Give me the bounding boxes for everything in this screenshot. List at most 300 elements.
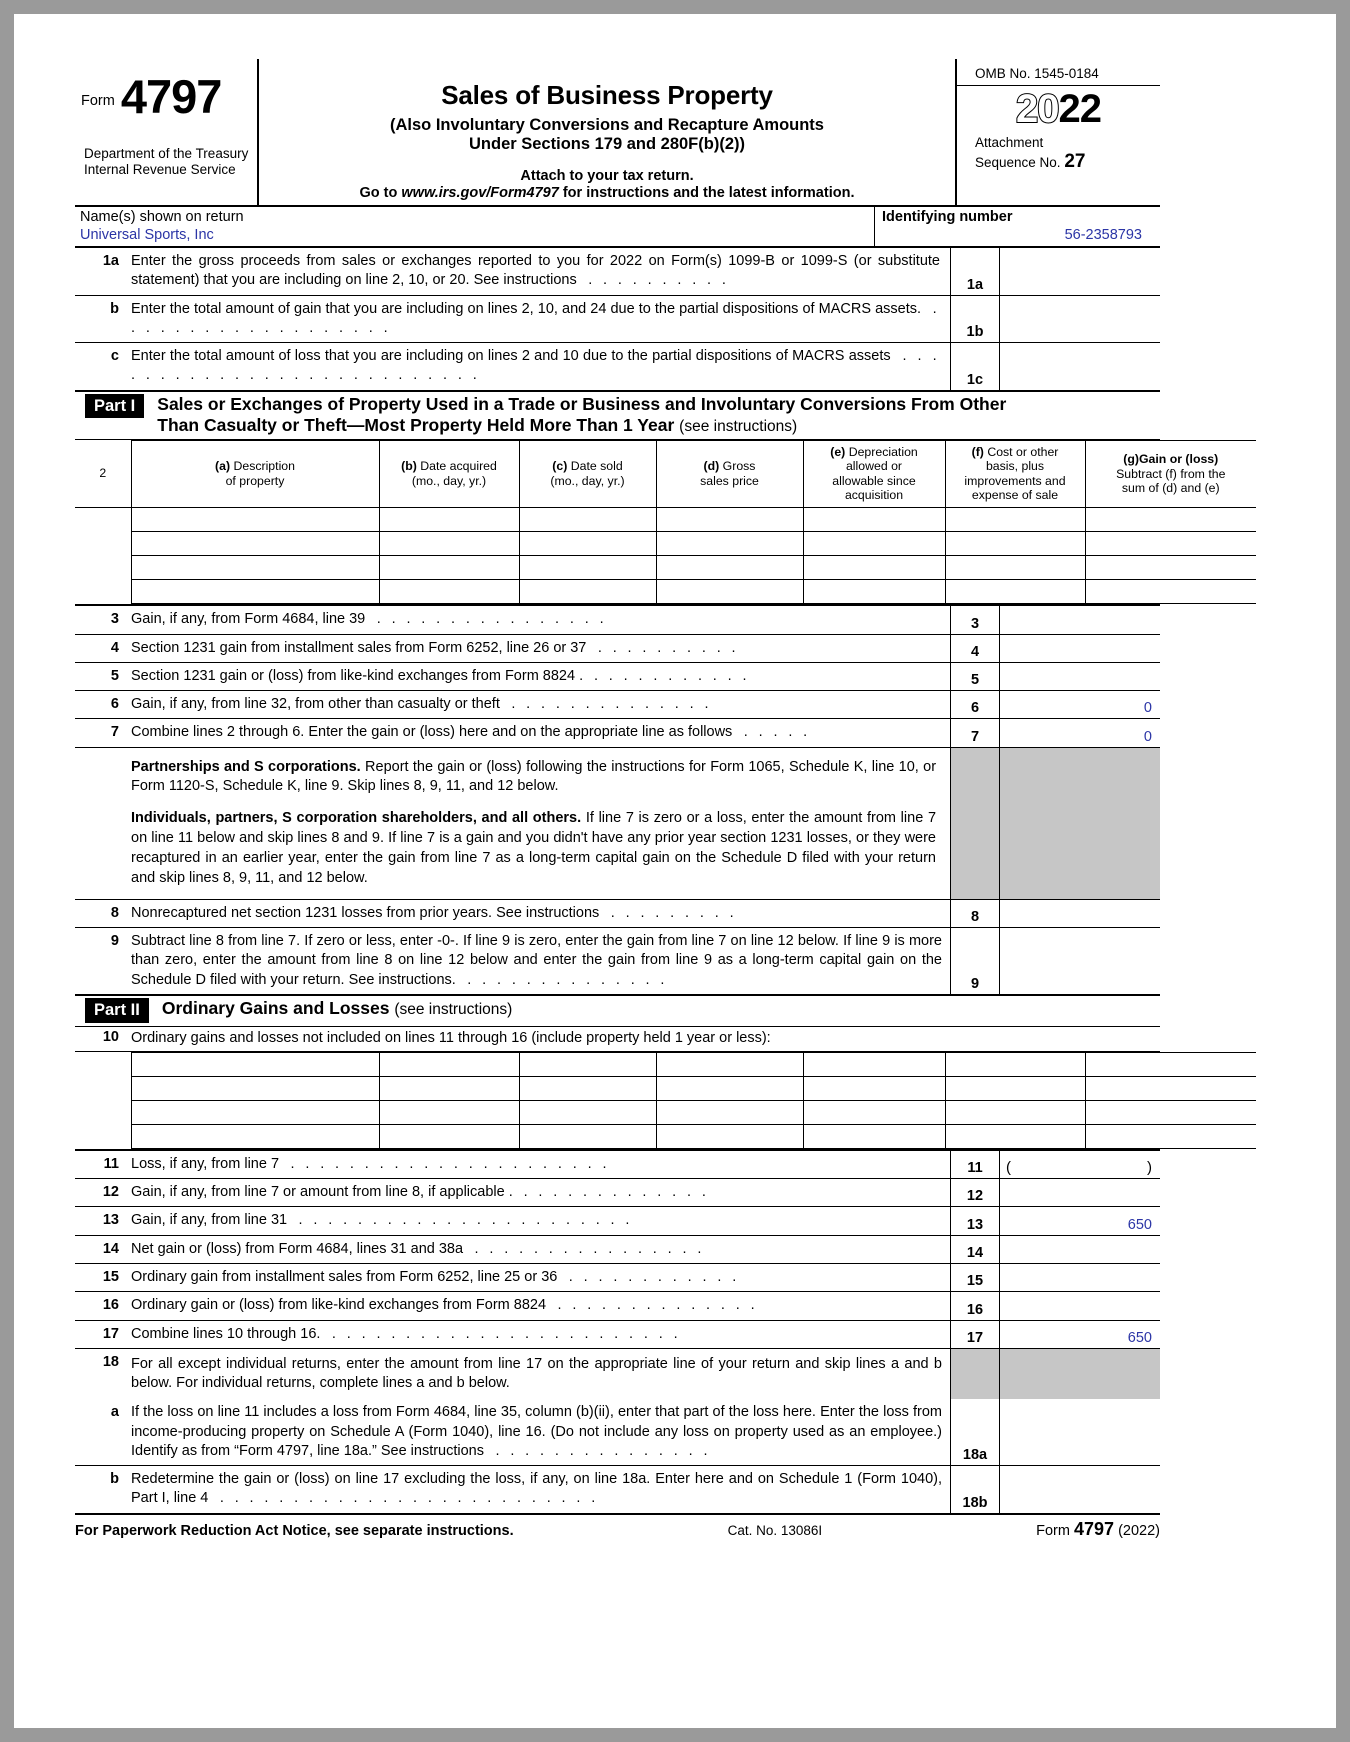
- line-7-amount[interactable]: 0: [1143, 728, 1152, 745]
- line-3-label: Gain, if any, from Form 4684, line 39: [131, 611, 366, 628]
- line-1c-leader: . . . . . . . . . . . . . . . . . . . . . . . . . . .: [131, 348, 941, 384]
- cell-a[interactable]: [131, 1076, 379, 1100]
- line-1b-box-number: 1b: [950, 296, 1000, 343]
- form-footer: [75, 1513, 1160, 1540]
- line-14-label: Net gain or (loss) from Form 4684, lines 31 and 38a: [131, 1240, 464, 1257]
- line-7-text: [131, 719, 950, 746]
- line-11-leader: . . . . . . . . . . . . . . . . . . . . . .: [283, 1155, 610, 1172]
- cell-b[interactable]: [379, 508, 519, 532]
- line-3-text: [131, 606, 950, 633]
- col-e-label2: allowed or: [845, 459, 903, 474]
- line-13-amount[interactable]: 650: [1127, 1216, 1152, 1233]
- paragraph-individuals-body: If line 7 is zero or a loss, enter the amount from line 7 on line 11 below and skip lines 8 and 9. If line 7 is a gain and you didn't have any prior year section 1231 losses, or they were recaptured in an earlier year, enter the gain from line 7 as a long-term capital gain on the Schedule D filed with your return and skip lines 8, 9, 11, and 12 below.: [131, 810, 937, 886]
- line-4-label: Section 1231 gain from installment sales from Form 6252, line 26 or 37: [131, 639, 587, 656]
- row-spacer: [75, 580, 131, 604]
- cell-e[interactable]: [803, 532, 945, 556]
- line-1a-label: Enter the gross proceeds from sales or exchanges reported to you for 2022 on Form(s) 1099-B or 1099-S (or substitute statement) that you are including on line 2, 10, or 20. See instructions: [131, 252, 940, 289]
- attachment-sequence: [957, 133, 1160, 175]
- line-11-label: Loss, if any, from line 7: [131, 1155, 280, 1172]
- col-d-key: (d): [703, 459, 720, 474]
- col-e-label4: acquisition: [844, 487, 904, 502]
- table-row[interactable]: [75, 1076, 1256, 1100]
- line-18b-number: b: [110, 1471, 119, 1488]
- part-1-instructions-block: [75, 748, 1160, 899]
- line-1c-row: [75, 343, 1160, 390]
- cell-a[interactable]: [131, 556, 379, 580]
- line-18b-text: [131, 1466, 950, 1513]
- line-8-row: [75, 899, 1160, 928]
- line-9-row: [75, 928, 1160, 994]
- line-1c-amount[interactable]: [1000, 343, 1160, 390]
- row-spacer: [75, 1052, 131, 1076]
- id-field-group: [875, 207, 1160, 246]
- instructions-spacer: [75, 748, 131, 899]
- part-1-title-note: (see instructions): [679, 417, 798, 435]
- goto-suffix: for instructions and the latest information.: [562, 184, 855, 201]
- line-3-row: [75, 606, 1160, 634]
- cell-c[interactable]: [519, 532, 656, 556]
- part-1-title: [157, 394, 1160, 437]
- form-number: 4797: [120, 70, 222, 123]
- line-6-number: 6: [110, 696, 119, 713]
- line-1a-number: 1a: [102, 252, 119, 269]
- cell-b[interactable]: [379, 1124, 519, 1148]
- line-15-label: Ordinary gain from installment sales from Form 6252, line 25 or 36: [131, 1268, 558, 1285]
- line-4-box-number: 4: [950, 635, 1000, 662]
- cell-e[interactable]: [803, 1124, 945, 1148]
- cell-g[interactable]: [1085, 508, 1256, 532]
- line-12-label: Gain, if any, from line 7 or amount from line 8, if applicable: [131, 1184, 505, 1201]
- cell-a[interactable]: [131, 508, 379, 532]
- cell-f[interactable]: [945, 556, 1085, 580]
- row-spacer: [75, 556, 131, 580]
- col-b-label: Date acquired: [420, 459, 497, 474]
- line-7-box-number: 7: [950, 719, 1000, 746]
- line-1b-number: b: [110, 300, 119, 317]
- cell-f[interactable]: [945, 1052, 1085, 1076]
- paragraph-individuals: [131, 803, 942, 894]
- line-17-row: [75, 1321, 1160, 1349]
- col-g-label: Gain or (loss): [1138, 452, 1219, 467]
- line-13-leader: . . . . . . . . . . . . . . . . . . . . . . .: [291, 1212, 633, 1229]
- treasury-line-2: Internal Revenue Service: [84, 162, 236, 178]
- cell-f[interactable]: [945, 580, 1085, 604]
- line-4-row: [75, 635, 1160, 663]
- line-9-number: 9: [110, 933, 119, 950]
- line-6-leader: . . . . . . . . . . . . . .: [503, 696, 712, 713]
- line-3-amount[interactable]: [1000, 606, 1160, 633]
- line-1c-label: Enter the total amount of loss that you are including on lines 2 and 10 due to the partial dispositions of MACRS assets: [131, 348, 891, 365]
- line-1a-amount[interactable]: [1000, 248, 1160, 295]
- line-1c-box-number: 1c: [950, 343, 1000, 390]
- paragraph-partnerships-heading: Partnerships and S corporations.: [131, 758, 361, 775]
- shaded-box-number-area: [950, 748, 1000, 899]
- line-18b-box-number: 18b: [950, 1466, 1000, 1513]
- line-1b-row: [75, 296, 1160, 344]
- attach-instruction: Attach to your tax return.: [520, 167, 694, 184]
- line-18a-amount[interactable]: [1000, 1399, 1160, 1465]
- instructions-text-column: [131, 748, 950, 899]
- cell-d[interactable]: [656, 1076, 803, 1100]
- paragraph-partnerships-body: Report the gain or (loss) following the instructions for Form 1065, Schedule K, line 10, or Form 1120-S, Schedule K, line 9. Skip lines 8, 9, 11, and 12 below.: [131, 758, 937, 795]
- line-10-number: 10: [102, 1028, 119, 1045]
- line-18-shaded-box: [950, 1349, 1000, 1400]
- line-5-label: Section 1231 gain or (loss) from like-kind exchanges from Form 8824: [131, 667, 576, 684]
- row-spacer: [75, 1100, 131, 1124]
- line-18a-row: [75, 1399, 1160, 1466]
- line-15-amount[interactable]: [1000, 1264, 1160, 1291]
- cell-e[interactable]: [803, 1052, 945, 1076]
- line-11-row: [75, 1151, 1160, 1179]
- line-15-text: [131, 1264, 950, 1291]
- cell-d[interactable]: [656, 1124, 803, 1148]
- cell-c[interactable]: [519, 1100, 656, 1124]
- table-row[interactable]: [75, 532, 1256, 556]
- name-label: Name(s) shown on return: [80, 208, 244, 225]
- line-10-text: Ordinary gains and losses not included on lines 11 through 16 (include property held 1 year or less):: [131, 1029, 771, 1046]
- line-14-row: [75, 1236, 1160, 1264]
- line-1-group: [75, 248, 1160, 390]
- line-13-box-number: 13: [950, 1207, 1000, 1234]
- part-1-tag: Part I: [85, 394, 144, 419]
- line-1a-leader: . . . . . . . . . .: [580, 272, 730, 289]
- row-spacer: [75, 1076, 131, 1100]
- line-15-leader: . . . . . . . . . . . .: [561, 1268, 740, 1285]
- col-f-label3: improvements and: [964, 473, 1066, 488]
- cell-g[interactable]: [1085, 1100, 1256, 1124]
- irs-url[interactable]: www.irs.gov/Form4797: [401, 184, 559, 201]
- part-1-property-table: [75, 440, 1256, 604]
- cell-b[interactable]: [379, 1076, 519, 1100]
- paragraph-partnerships: [131, 752, 942, 804]
- line-16-number: 16: [102, 1297, 119, 1314]
- line-16-leader: . . . . . . . . . . . . . .: [550, 1297, 759, 1314]
- line-9-text: [131, 928, 950, 994]
- cell-f[interactable]: [945, 532, 1085, 556]
- name-value[interactable]: Universal Sports, Inc: [80, 226, 214, 243]
- line-9-box-number: 9: [950, 928, 1000, 994]
- tax-year-century: 20: [1016, 87, 1059, 131]
- line-13-text: [131, 1207, 950, 1234]
- cell-g[interactable]: [1085, 1052, 1256, 1076]
- line-16-row: [75, 1292, 1160, 1320]
- col-a-key: (a): [215, 459, 231, 474]
- part-2-property-table: [75, 1052, 1256, 1149]
- line-1b-text: [131, 296, 950, 343]
- cell-e[interactable]: [803, 508, 945, 532]
- line-12-number: 12: [102, 1184, 119, 1201]
- line-16-label: Ordinary gain or (loss) from like-kind exchanges from Form 8824: [131, 1297, 547, 1314]
- col-e-label: Depreciation: [848, 445, 918, 460]
- attachment-label-1: Attachment: [975, 135, 1044, 150]
- col-g-label2: Subtract (f) from the: [1116, 466, 1226, 481]
- form-sheet: [14, 14, 1336, 1728]
- column-header-a: [131, 441, 379, 508]
- footer-form-number: 4797: [1074, 1518, 1115, 1539]
- col-e-key: (e): [830, 445, 846, 460]
- line-3-leader: . . . . . . . . . . . . . . . .: [369, 611, 608, 628]
- shaded-amount-area: [1000, 748, 1160, 899]
- cell-c[interactable]: [519, 1052, 656, 1076]
- line-17-amount[interactable]: 650: [1127, 1329, 1152, 1346]
- goto-prefix: Go to: [359, 184, 398, 201]
- line-1a-box-number: 1a: [950, 248, 1000, 295]
- col-f-label2: basis, plus: [985, 459, 1045, 474]
- cell-b[interactable]: [379, 1100, 519, 1124]
- part-2-banner: [75, 994, 1160, 1027]
- line-5-text: [131, 663, 950, 690]
- cell-c[interactable]: [519, 1076, 656, 1100]
- column-header-c: [519, 441, 656, 508]
- cell-c[interactable]: [519, 508, 656, 532]
- line-6-text: [131, 691, 950, 718]
- line-1a-row: [75, 248, 1160, 296]
- col-c-label2: (mo., day, yr.): [550, 473, 625, 488]
- line-14-box-number: 14: [950, 1236, 1000, 1263]
- line-18-row: [75, 1349, 1160, 1400]
- form-word-label: Form: [81, 93, 115, 110]
- line-16-box-number: 16: [950, 1292, 1000, 1319]
- line-12-leader: . . . . . . . . . . . . . .: [508, 1184, 710, 1201]
- property-table-body: [75, 508, 1256, 604]
- cell-d[interactable]: [656, 1100, 803, 1124]
- attachment-number: 27: [1064, 150, 1086, 172]
- cell-g[interactable]: [1085, 1076, 1256, 1100]
- col-d-label2: sales price: [700, 473, 759, 488]
- cell-c[interactable]: [519, 556, 656, 580]
- form-subtitle-1: (Also Involuntary Conversions and Recapture Amounts: [390, 116, 824, 134]
- line-12-amount[interactable]: [1000, 1179, 1160, 1206]
- omb-number: OMB No. 1545-0184: [957, 59, 1160, 86]
- cell-e[interactable]: [803, 556, 945, 580]
- column-header-d: [656, 441, 803, 508]
- line-18-shaded-amount: [1000, 1349, 1160, 1400]
- cell-e[interactable]: [803, 1076, 945, 1100]
- line-3-box-number: 3: [950, 606, 1000, 633]
- cell-e[interactable]: [803, 1100, 945, 1124]
- line-2-number: 2: [75, 441, 131, 508]
- line-14-number: 14: [102, 1240, 119, 1257]
- line-4-number: 4: [110, 639, 119, 656]
- line-18a-box-number: 18a: [950, 1399, 1000, 1465]
- line-18b-leader: . . . . . . . . . . . . . . . . . . . . . . . . . .: [212, 1490, 599, 1507]
- cell-a[interactable]: [131, 1100, 379, 1124]
- line-4-text: [131, 635, 950, 662]
- line-18-number: 18: [102, 1353, 119, 1370]
- treasury-line-1: Department of the Treasury: [84, 146, 249, 162]
- col-d-label: Gross: [722, 459, 756, 474]
- paperwork-notice: For Paperwork Reduction Act Notice, see separate instructions.: [75, 1522, 514, 1539]
- line-7-row: [75, 719, 1160, 747]
- line-17-leader: . . . . . . . . . . . . . . . . . . . . . . . .: [324, 1325, 682, 1342]
- line-7-number: 7: [110, 724, 119, 741]
- identifying-number-value[interactable]: 56-2358793: [1064, 226, 1142, 243]
- part-1-title-line-2: Than Casualty or Theft—Most Property Held More Than 1 Year: [157, 414, 675, 435]
- cell-b[interactable]: [379, 580, 519, 604]
- line-15-box-number: 15: [950, 1264, 1000, 1291]
- cell-d[interactable]: [656, 580, 803, 604]
- col-c-label: Date sold: [570, 459, 623, 474]
- cell-g[interactable]: [1085, 1124, 1256, 1148]
- line-5-box-number: 5: [950, 663, 1000, 690]
- paragraph-individuals-heading: Individuals, partners, S corporation shareholders, and all others.: [131, 810, 582, 827]
- identifying-number-label: Identifying number: [882, 208, 1013, 225]
- col-c-key: (c): [552, 459, 568, 474]
- column-header-e: [803, 441, 945, 508]
- cell-c[interactable]: [519, 580, 656, 604]
- tax-year-short: 22: [1058, 87, 1101, 131]
- form-4797: [75, 59, 1226, 1540]
- line-18a-label: If the loss on line 11 includes a loss from Form 4684, line 35, column (b)(ii), enter that part of the loss here. Enter the loss from income-producing property on Schedule A (Form 1040), line 16. (Do not include any loss on property used as an employee.) Identify as from “Form 4797, line 18a.” See instructions: [131, 1404, 942, 1459]
- line-13-row: [75, 1207, 1160, 1235]
- line-6-amount[interactable]: 0: [1143, 700, 1152, 717]
- row-spacer: [75, 532, 131, 556]
- cell-a[interactable]: [131, 1124, 379, 1148]
- line-12-row: [75, 1179, 1160, 1207]
- line-3-number: 3: [110, 611, 119, 628]
- line-16-amount[interactable]: [1000, 1292, 1160, 1319]
- line-11-number: 11: [103, 1155, 119, 1172]
- line-8-box-number: 8: [950, 900, 1000, 927]
- cell-d[interactable]: [656, 532, 803, 556]
- line-15-row: [75, 1264, 1160, 1292]
- table-row[interactable]: [75, 556, 1256, 580]
- cell-a[interactable]: [131, 532, 379, 556]
- cell-b[interactable]: [379, 532, 519, 556]
- line-11-close-paren: ): [1147, 1159, 1152, 1177]
- masthead-left: [75, 59, 259, 205]
- line-18b-row: [75, 1466, 1160, 1513]
- line-5-row: [75, 663, 1160, 691]
- line-5-number: 5: [110, 667, 119, 684]
- line-11-open-paren: (: [1006, 1159, 1011, 1177]
- line-11-box-number: 11: [950, 1151, 1000, 1178]
- table-row[interactable]: [75, 508, 1256, 532]
- line-8-amount[interactable]: [1000, 900, 1160, 927]
- cell-e[interactable]: [803, 580, 945, 604]
- cell-a[interactable]: [131, 1052, 379, 1076]
- cell-f[interactable]: [945, 1076, 1085, 1100]
- line-12-box-number: 12: [950, 1179, 1000, 1206]
- col-g-label3: sum of (d) and (e): [1121, 480, 1220, 495]
- taxpayer-row: [75, 207, 1160, 248]
- line-1b-amount[interactable]: [1000, 296, 1160, 343]
- line-18b-label: Redetermine the gain or (loss) on line 17 excluding the loss, if any, on line 18a. Enter here and on Schedule 1 (Form 1040), Part I, line 4: [131, 1471, 942, 1507]
- cell-f[interactable]: [945, 1124, 1085, 1148]
- line-13-number: 13: [102, 1212, 119, 1229]
- cell-g[interactable]: [1085, 580, 1256, 604]
- cell-g[interactable]: [1085, 532, 1256, 556]
- part-2-tag: Part II: [85, 998, 149, 1023]
- part-1-banner: [75, 390, 1160, 441]
- cell-d[interactable]: [656, 556, 803, 580]
- column-header-g: [1085, 441, 1256, 508]
- form-subtitle-2: Under Sections 179 and 280F(b)(2)): [469, 134, 745, 153]
- part-2-title: [162, 998, 1160, 1020]
- masthead-center: [259, 59, 955, 205]
- table-row[interactable]: [75, 580, 1256, 604]
- cell-f[interactable]: [945, 508, 1085, 532]
- goto-instruction: [267, 185, 947, 201]
- line-4-amount[interactable]: [1000, 635, 1160, 662]
- col-b-label2: (mo., day, yr.): [411, 473, 487, 488]
- footer-form-word: Form: [1036, 1522, 1070, 1539]
- part-1-title-line-1: Sales or Exchanges of Property Used in a Trade or Business and Involuntary Conversions From Other: [157, 393, 1007, 414]
- col-a-label2: of property: [225, 473, 285, 488]
- cell-f[interactable]: [945, 1100, 1085, 1124]
- line-4-leader: . . . . . . . . . .: [590, 639, 739, 656]
- cell-c[interactable]: [519, 1124, 656, 1148]
- part-2-lines-11-17: [75, 1149, 1160, 1349]
- part-2-table-body: [75, 1052, 1256, 1148]
- line-13-label: Gain, if any, from line 31: [131, 1212, 288, 1229]
- col-f-label4: expense of sale: [971, 487, 1059, 502]
- line-9-amount[interactable]: [1000, 928, 1160, 994]
- line-6-box-number: 6: [950, 691, 1000, 718]
- line-9-leader: . . . . . . . . . . . . . .: [459, 971, 668, 988]
- column-header-b: [379, 441, 519, 508]
- line-15-number: 15: [102, 1268, 119, 1285]
- cell-a[interactable]: [131, 580, 379, 604]
- catalog-number: Cat. No. 13086I: [727, 1522, 823, 1538]
- line-17-box-number: 17: [950, 1321, 1000, 1348]
- col-g-key: (g): [1123, 452, 1139, 467]
- line-11-text: [131, 1151, 950, 1178]
- line-18-text: For all except individual returns, enter the amount from line 17 on the appropriate line of your return and skip lines a and b below. For individual returns, complete lines a and b below.: [131, 1355, 942, 1392]
- line-5-amount[interactable]: [1000, 663, 1160, 690]
- line-14-leader: . . . . . . . . . . . . . . . .: [467, 1240, 705, 1257]
- line-6-label: Gain, if any, from line 32, from other than casualty or theft: [131, 696, 500, 713]
- footer-form-year: (2022): [1118, 1522, 1160, 1539]
- line-10-row: [75, 1027, 1160, 1052]
- line-11-amount-wrap[interactable]: [1000, 1151, 1160, 1178]
- line-1b-leader: . . . . . . . . . . . . . . . . . . .: [131, 300, 941, 336]
- cell-d[interactable]: [656, 508, 803, 532]
- form-masthead: [75, 59, 1160, 207]
- cell-b[interactable]: [379, 1052, 519, 1076]
- name-field-group: [75, 207, 875, 246]
- cell-d[interactable]: [656, 1052, 803, 1076]
- line-18a-number: a: [110, 1404, 119, 1421]
- line-7-leader: . . . . .: [736, 724, 811, 741]
- line-6-row: [75, 691, 1160, 719]
- line-8-text: [131, 900, 950, 927]
- part-2-title-text: Ordinary Gains and Losses: [161, 997, 390, 1018]
- line-18b-amount[interactable]: [1000, 1466, 1160, 1513]
- line-7-label: Combine lines 2 through 6. Enter the gain or (loss) here and on the appropriate line as follows: [131, 724, 733, 741]
- attachment-label-2: Sequence No.: [975, 154, 1061, 170]
- col-f-label: Cost or other: [987, 445, 1059, 460]
- table-row[interactable]: [75, 1100, 1256, 1124]
- line-1a-text: [131, 248, 950, 295]
- tax-year: [957, 86, 1160, 133]
- table-row[interactable]: [75, 1124, 1256, 1148]
- line-14-amount[interactable]: [1000, 1236, 1160, 1263]
- col-e-label3: allowable since: [832, 473, 916, 488]
- line-17-text: [131, 1321, 950, 1348]
- line-8-leader: . . . . . . . . .: [603, 904, 738, 921]
- col-b-key: (b): [401, 459, 417, 474]
- line-1c-text: [131, 343, 950, 390]
- property-table-header-row: [75, 441, 1256, 508]
- line-18a-text: [131, 1399, 950, 1465]
- part-2-title-note: (see instructions): [394, 1000, 513, 1018]
- form-title: Sales of Business Property: [441, 80, 773, 110]
- cell-b[interactable]: [379, 556, 519, 580]
- table-row[interactable]: [75, 1052, 1256, 1076]
- line-9-label: Subtract line 8 from line 7. If zero or less, enter -0-. If line 9 is zero, enter the gain from line 7 on line 12 below. If line 9 is more than zero, enter the amount from line 8 on line 12 below and enter the gain from line 9 as a long-term capital gain on the Schedule D filed with your return. See instructions.: [131, 933, 942, 988]
- cell-g[interactable]: [1085, 556, 1256, 580]
